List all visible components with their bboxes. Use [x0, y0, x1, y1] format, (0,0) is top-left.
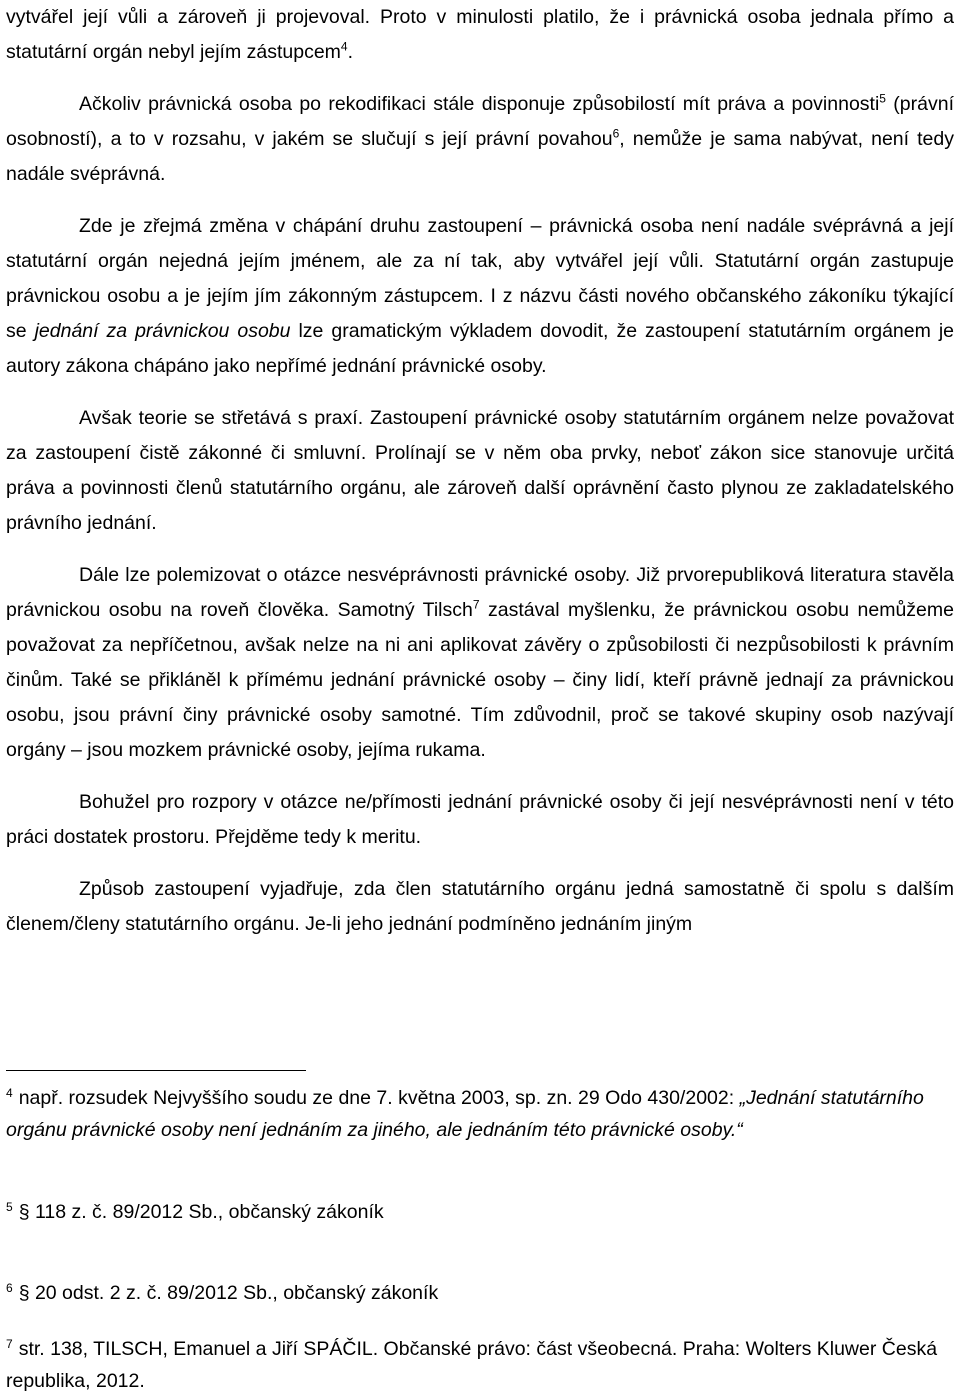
footnote-7 [6, 1333, 954, 1397]
footnote-ref[interactable]: 7 [472, 597, 480, 612]
footnote-separator [6, 1070, 306, 1071]
paragraph-text: Dále lze polemizovat o otázce nesvéprávnosti právnické osoby. Již prvorepubliková literatura stavěla právnickou osobu na roveň člověka. Samotný Tilsch [6, 564, 954, 621]
footnote-mark: 5 [6, 1199, 13, 1214]
paragraph-text: lze gramatickým výkladem dovodit, že zastoupení statutárním orgánem je autory zákona chápáno jako nepřímé jednání právnické osoby. [6, 320, 955, 377]
footnote-mark: 4 [6, 1085, 13, 1100]
paragraph-text: Ačkoliv právnická osoba po rekodifikaci stále disponuje způsobilostí mít práva a povinnosti [79, 93, 880, 115]
paragraph-text: Avšak teorie se střetává s praxí. Zastoupení právnické osoby statutárním orgánem nelze považovat za zastoupení čistě zákonné či smluvní. Prolínají se v něm oba prvky, neboť zákon sice stanovuje určitá práva a povinnosti členů statutárního orgánu, ale zároveň další oprávnění často plynou ze zakladatelského právního jednání. [6, 407, 954, 534]
footnote-ref[interactable]: 5 [879, 91, 886, 106]
footnote-5 [6, 1196, 954, 1228]
footnote-ref[interactable]: 4 [340, 39, 348, 54]
footnote-ref[interactable]: 6 [612, 126, 620, 141]
paragraph-text: Bohužel pro rozpory v otázce ne/přímosti jednání právnické osoby či její nesvéprávnosti není v této práci dostatek prostoru. Přejděme tedy k meritu. [6, 791, 954, 848]
paragraph-text: Způsob zastoupení vyjadřuje, zda člen statutárního orgánu jedná samostatně či spolu s dalším členem/členy statutárního orgánu. Je-li jeho jednání podmíněno jednáním jiným [6, 878, 954, 935]
italic-text: jednání za právnickou osobu [34, 320, 291, 342]
footnote-text: § 20 odst. 2 z. č. 89/2012 Sb., občanský zákoník [18, 1282, 439, 1304]
footnote-mark: 6 [6, 1280, 13, 1295]
footnote-4 [6, 1082, 954, 1146]
footnote-mark: 7 [6, 1336, 13, 1351]
paragraph [6, 87, 954, 192]
paragraph-text: vytvářel její vůli a zároveň ji projevoval. Proto v minulosti platilo, že i právnická osoba jednala přímo a statutární orgán nebyl jejím zástupcem [6, 6, 954, 63]
paragraph-text: , nemůže je sama nabývat, není tedy nadále svéprávná. [6, 128, 955, 185]
footnote-6 [6, 1277, 954, 1309]
paragraph [6, 209, 954, 384]
paragraph [6, 558, 954, 768]
paragraph-text: Zde je zřejmá změna v chápání druhu zastoupení – právnická osoba není nadále svéprávná a její statutární orgán nejedná jejím jménem, ale za ní tak, aby vytvářel její vůli. Statutární orgán zastupuje právnickou osobu a je jejím jím zákonným zástupcem. I z názvu části nového občanského zákoníku týkající se [6, 215, 954, 342]
paragraph [6, 785, 954, 855]
paragraph-text: . [347, 41, 354, 63]
paragraph-text: zastával myšlenku, že právnickou osobu nemůžeme považovat za nepříčetnou, avšak nelze na ni ani aplikovat závěry o způsobilosti či nezpůsobilosti k právním činům. Také se přikláněl k přímému jednání právnické osoby – činy lidí, kteří právně jednají za právnickou osobu, jsou právní činy právnické osoby samotné. Tím zdůvodnil, proč se takové skupiny osob nazývají orgány – jsou mozkem právnické osoby, jejíma rukama. [6, 599, 954, 761]
paragraph-text: (právní osobností), a to v rozsahu, v jakém se slučují s její právní povahou [6, 93, 954, 150]
footnote-quote: „Jednání statutárního orgánu právnické osoby není jednáním za jiného, ale jednáním této právnické osoby.“ [6, 1087, 924, 1141]
paragraph [6, 0, 954, 70]
footnote-text: str. 138, TILSCH, Emanuel a Jiří SPÁČIL. Občanské právo: část všeobecná. Praha: Wolters Kluwer Česká republika, 2012. [6, 1338, 938, 1392]
paragraph [6, 401, 954, 541]
paragraph [6, 872, 954, 942]
document-body [6, 0, 954, 942]
footnote-text: § 118 z. č. 89/2012 Sb., občanský zákoník [18, 1201, 384, 1223]
footnote-text: např. rozsudek Nejvyššího soudu ze dne 7. května 2003, sp. zn. 29 Odo 430/2002: [18, 1087, 740, 1109]
